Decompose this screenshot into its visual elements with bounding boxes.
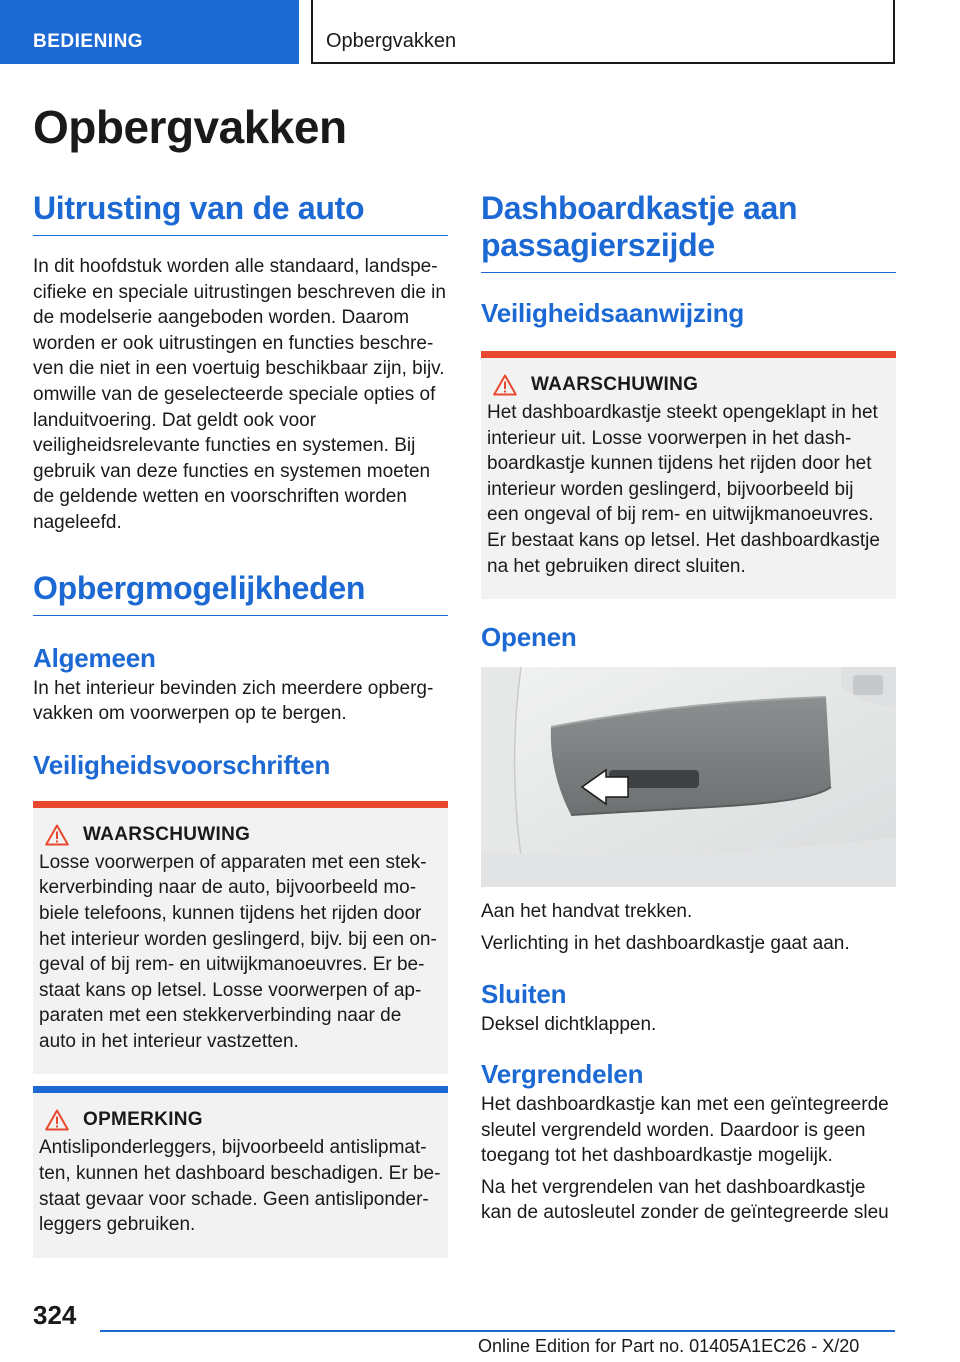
heading-algemeen: Algemeen: [33, 642, 156, 673]
paragraph-algemeen: In het interieur bevinden zich meerdere opbergvakken om voorwerpen op te bergen.: [33, 677, 434, 725]
left-column: [33, 190, 448, 1258]
heading-sluiten: Sluiten: [481, 979, 567, 1010]
header-chapter-label: Opbergvakken: [326, 30, 457, 52]
glovebox-illustration: [481, 667, 896, 887]
glovebox-photo: [481, 667, 896, 887]
warning-text: Het dashboardkastje steekt opengeklapt in het interieur uit. Losse voorwerpen in het dashboardkastje kunnen tijdens het rijden door het interieur worden geslingerd, bijvoorbeeld bij een ongeval of bij rem- en uitwijkmanoeuvres. Er bestaat kans op letsel. Het dashboardkastje na het gebruiken direct sluiten.: [487, 402, 880, 577]
heading-vergrendelen: Vergrendelen: [481, 1058, 644, 1089]
heading-veiligheidsaanwijzing: Veiligheidsaanwijzing: [481, 298, 745, 328]
warning-text: Losse voorwerpen of apparaten met een stekkerverbinding naar de auto, bijvoorbeeld mobiele telefoons, kunnen tijdens het rijden door het interieur worden geslingerd, bijv. bij een ongeval of bij rem- en uitwijkmanoeuvres. Er bestaat kans op letsel. Losse voorwerpen of apparaten met een stekkerverbinding naar de auto in het interieur vastzetten.: [39, 851, 437, 1052]
header-section-label: BEDIENING: [33, 31, 144, 52]
paragraph-uitrusting: In dit hoofdstuk worden alle standaard, landspecifieke en speciale uitrustingen beschreven die in de modelserie aangeboden worden. Daarom worden er ook uitrustingen en functies beschreven die niet in een voertuig beschikbaar zijn, bijv. omwille van de geselecteerde speciale opties of landuitvoering. Dat geldt ook voor veiligheidsrelevante functies en systemen. Bij gebruik van deze functies en systemen moeten de geldende wetten en voorschriften worden nageleefd.: [33, 256, 446, 533]
paragraph-openen-2: Verlichting in het dashboardkastje gaat aan.: [481, 932, 850, 954]
warning-triangle-icon: [45, 824, 69, 846]
page-number: 324: [33, 1300, 77, 1330]
note-text: Antisliponderleggers, bijvoorbeeld antislipmatten, kunnen het dashboard beschadigen. Er bestaat gevaar voor schade. Geen antisliponderleggers gebruiken.: [39, 1137, 441, 1236]
paragraph-sluiten: Deksel dichtklappen.: [481, 1014, 657, 1036]
paragraph-openen-1: Aan het handvat trekken.: [481, 901, 693, 923]
warning-header: [39, 824, 442, 846]
warning-label: WAARSCHUWING: [531, 374, 699, 395]
paragraph-vergrendelen-1: Het dashboardkastje kan met een geïntegreerde sleutel vergrendeld worden. Daardoor is geen toegang tot het dashboardkastje mogelijk.: [481, 1093, 889, 1167]
warning-box-right: [481, 351, 896, 599]
note-box: [33, 1086, 448, 1257]
warning-label: WAARSCHUWING: [83, 823, 251, 845]
paragraph-vergrendelen-2: Na het vergrendelen van het dashboardkastje kan de autosleutel zonder de geïntegreerde sleu: [481, 1176, 889, 1224]
warning-header: [487, 374, 890, 396]
header-section-tab: [0, 0, 299, 64]
warning-triangle-icon: [493, 374, 517, 396]
header-chapter-box: [311, 0, 895, 64]
heading-dashboardkastje: Dashboardkastje aan passagierszijde: [481, 190, 896, 273]
heading-opbergmogelijkheden: Opbergmogelijkheden: [33, 570, 448, 616]
heading-uitrusting: Uitrusting van de auto: [33, 190, 448, 236]
heading-openen: Openen: [481, 622, 577, 653]
note-header: [39, 1109, 442, 1131]
warning-triangle-icon: [45, 1109, 69, 1131]
heading-veiligheidsvoorschriften: Veiligheidsvoorschriften: [33, 749, 331, 780]
footer-divider: [100, 1330, 895, 1332]
page-title: Opbergvakken: [33, 101, 347, 153]
warning-box-left: [33, 801, 448, 1075]
right-column: [481, 190, 896, 1226]
footer-edition: Online Edition for Part no. 01405A1EC26 - X/20: [478, 1336, 860, 1356]
note-label: OPMERKING: [83, 1109, 203, 1131]
